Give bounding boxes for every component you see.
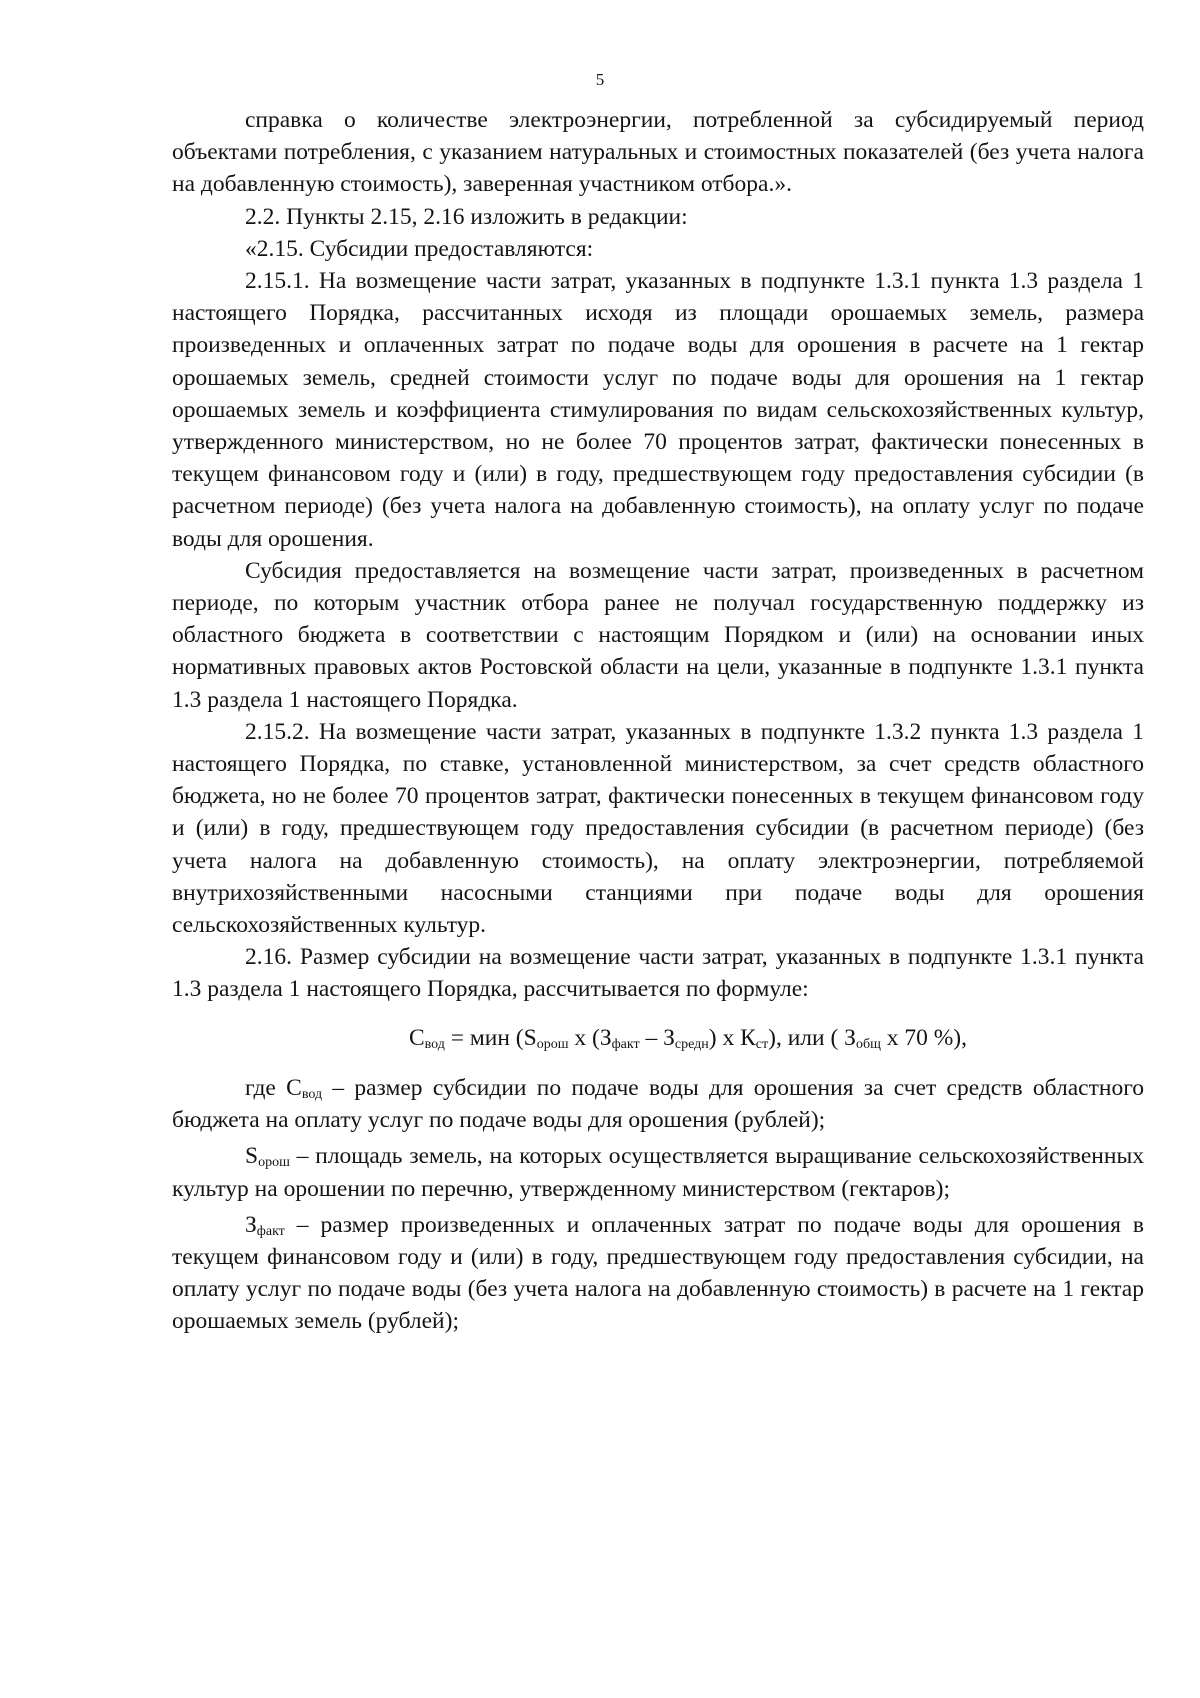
formula-s-sub: орош <box>536 1036 569 1052</box>
formula-z1: З <box>599 1024 612 1051</box>
definition-z-fakt-symbol: З <box>245 1211 257 1238</box>
definition-z-fakt-sub: факт <box>256 1223 285 1239</box>
formula-k: К <box>740 1024 756 1051</box>
paragraph-2-15-2: 2.15.2. На возмещение части затрат, указанных в подпункте 1.3.2 пункта 1.3 раздела 1 настоящего Порядка, по ставке, установленной министерством, за счет средств областного бюджета, но не более 70 процентов затрат, фактически понесенных в текущем финансовом году и (или) в году, предшествующем году предоставления субсидии (в расчетном периоде) (без учета налога на добавленную стоимость), на оплату электроэнергии, потребляемой внутрихозяйственными насосными станциями при подаче воды для орошения сельскохозяйственных культур. <box>172 718 1144 939</box>
definition-z-fakt-text: – размер произведенных и оплаченных затрат по подаче воды для орошения в текущем финансовом году и (или) в году, предшествующем году предоставления субсидии, на оплату услуг по подаче воды (без учета налога на добавленную стоимость) в расчете на 1 гектар орошаемых земель (рублей); <box>172 1211 1144 1335</box>
formula-c: С <box>408 1024 425 1051</box>
formula-z3: З <box>844 1024 856 1051</box>
definition-c-vod-pre: где <box>245 1074 287 1101</box>
formula-k-sub: ст <box>755 1036 769 1052</box>
formula-z2: З <box>663 1024 675 1051</box>
definition-c-vod-text: – размер субсидии по подаче воды для орошения за счет средств областного бюджета на оплату услуг по подаче воды для орошения (рублей); <box>172 1074 1144 1134</box>
formula-x1: х ( <box>568 1024 600 1051</box>
formula-x2: ) х <box>708 1024 741 1051</box>
formula-or: ), или ( <box>768 1024 845 1051</box>
definition-s-orosh <box>172 1140 1144 1204</box>
subsidy-formula <box>172 1022 1144 1054</box>
formula-minus: – <box>639 1024 664 1051</box>
formula-z1-sub: факт <box>611 1036 640 1052</box>
paragraph-certificate-continuation: справка о количестве электроэнергии, потребленной за субсидируемый период объектами потребления, с указанием натуральных и стоимостных показателей (без учета налога на добавленную стоимость), заверенная участником отбора.». <box>172 107 1144 198</box>
formula-s: S <box>523 1024 537 1051</box>
document-body <box>172 104 1144 1338</box>
formula-z3-sub: общ <box>855 1036 881 1052</box>
definition-s-orosh-symbol: S <box>245 1143 259 1170</box>
definition-c-vod-sub: вод <box>301 1086 323 1102</box>
definition-c-vod <box>172 1072 1144 1136</box>
paragraph-2-16: 2.16. Размер субсидии на возмещение части затрат, указанных в подпункте 1.3.1 пункта 1.3 раздела 1 настоящего Порядка, рассчитывается по формуле: <box>172 944 1144 1003</box>
paragraph-2-2: 2.2. Пункты 2.15, 2.16 изложить в редакции: <box>245 203 688 230</box>
formula-c-sub: вод <box>424 1036 445 1052</box>
formula-tail: х 70 %), <box>880 1024 968 1051</box>
definition-c-vod-symbol: С <box>286 1074 302 1101</box>
paragraph-subsidy-conditions: Субсидия предоставляется на возмещение части затрат, произведенных в расчетном периоде, по которым участник отбора ранее не получал государственную поддержку из областного бюджета в соответствии с настоящим Порядком и (или) на основании иных нормативных правовых актов Ростовской области на цели, указанные в подпункте 1.3.1 пункта 1.3 раздела 1 настоящего Порядка. <box>172 557 1144 713</box>
definition-s-orosh-sub: орош <box>258 1155 290 1171</box>
formula-z2-sub: средн <box>674 1036 709 1052</box>
paragraph-2-15-1: 2.15.1. На возмещение части затрат, указанных в подпункте 1.3.1 пункта 1.3 раздела 1 настоящего Порядка, рассчитанных исходя из площади орошаемых земель, размера произведенных и оплаченных затрат по подаче воды для орошения в расчете на 1 гектар орошаемых земель, средней стоимости услуг по подаче воды для орошения на 1 гектар орошаемых земель и коэффициента стимулирования по видам сельскохозяйственных культур, утвержденного министерством, но не более 70 процентов затрат, фактически понесенных в текущем финансовом году и (или) в году, предшествующем году предоставления субсидии (в расчетном периоде) (без учета налога на добавленную стоимость), на оплату услуг по подаче воды для орошения. <box>172 268 1144 552</box>
page-number: 5 <box>595 70 605 89</box>
formula-eq: = мин ( <box>444 1024 524 1051</box>
definition-z-fakt <box>172 1209 1144 1338</box>
paragraph-2-15: «2.15. Субсидии предоставляются: <box>245 235 594 262</box>
definition-s-orosh-text: – площадь земель, на которых осуществляется выращивание сельскохозяйственных культур на орошении по перечню, утвержденному министерством (гектаров); <box>172 1143 1144 1202</box>
